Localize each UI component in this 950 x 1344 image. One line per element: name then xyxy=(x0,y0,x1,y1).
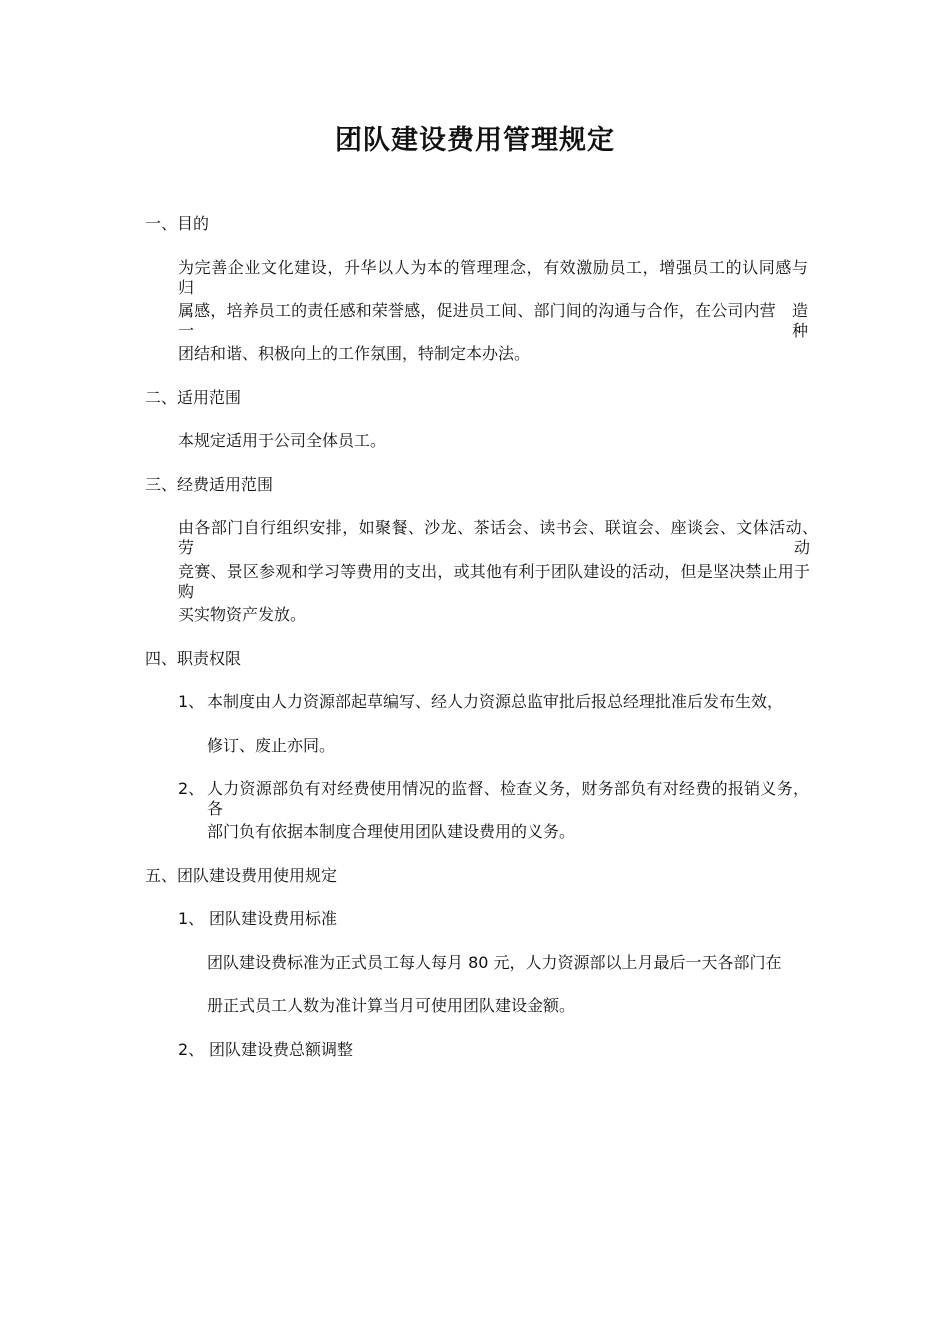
section-4-item-1-number: 1、 xyxy=(178,692,205,711)
section-2-paragraph: 本规定适用于公司全体员工。 xyxy=(178,431,387,450)
section-5-heading: 五、团队建设费用使用规定 xyxy=(145,866,338,885)
section-3-heading: 三、经费适用范围 xyxy=(145,475,274,494)
section-5-item-1-paragraph-line-1: 团队建设费标准为正式员工每人每月 80 元，人力资源部以上月最后一天各部门在 xyxy=(207,953,782,972)
section-4-item-2-line-1: 人力资源部负有对经费使用情况的监督、检查义务，财务部负有对经费的报销义务，各 xyxy=(207,779,809,818)
section-5-item-1-number: 1、 xyxy=(178,909,205,928)
section-1-heading: 一、目的 xyxy=(145,214,210,233)
section-5-item-2-title: 团队建设费总额调整 xyxy=(209,1040,354,1059)
section-1-paragraph-line-3: 团结和谐、积极向上的工作氛围，特制定本办法。 xyxy=(178,344,531,363)
document-title: 团队建设费用管理规定 xyxy=(335,125,615,156)
section-4-item-2-line-2: 部门负有依据本制度合理使用团队建设费用的义务。 xyxy=(207,822,576,841)
section-3-paragraph-line-2: 竞赛、景区参观和学习等费用的支出，或其他有利于团队建设的活动，但是坚决禁止用于购 xyxy=(178,562,810,601)
section-5-item-1-paragraph-line-2: 册正式员工人数为准计算当月可使用团队建设金额。 xyxy=(207,996,576,1015)
section-3-paragraph-line-3: 买实物资产发放。 xyxy=(178,605,307,624)
section-1-paragraph-line-2: 属感，培养员工的责任感和荣誉感，促进员工间、部门间的沟通与合作，在公司内营 造一种 xyxy=(178,301,808,340)
section-4-item-1-line-1: 本制度由人力资源部起草编写、经人力资源总监审批后报总经理批准后发布生效， xyxy=(207,692,784,711)
section-5-item-2-number: 2、 xyxy=(178,1040,205,1059)
section-2-heading: 二、适用范围 xyxy=(145,388,242,407)
section-4-heading: 四、职责权限 xyxy=(145,649,242,668)
section-3-paragraph-line-1: 由各部门自行组织安排，如聚餐、沙龙、茶话会、读书会、联谊会、座谈会、文体活动、 劳动 xyxy=(178,518,827,557)
section-4-item-2-number: 2、 xyxy=(178,779,205,798)
section-4-item-1-line-2: 修订、废止亦同。 xyxy=(207,736,336,755)
section-5-item-1-title: 团队建设费用标准 xyxy=(209,909,338,928)
section-1-paragraph-line-1: 为完善企业文化建设，升华以人为本的管理理念，有效激励员工，增强员工的认同感与 归 xyxy=(178,258,825,297)
